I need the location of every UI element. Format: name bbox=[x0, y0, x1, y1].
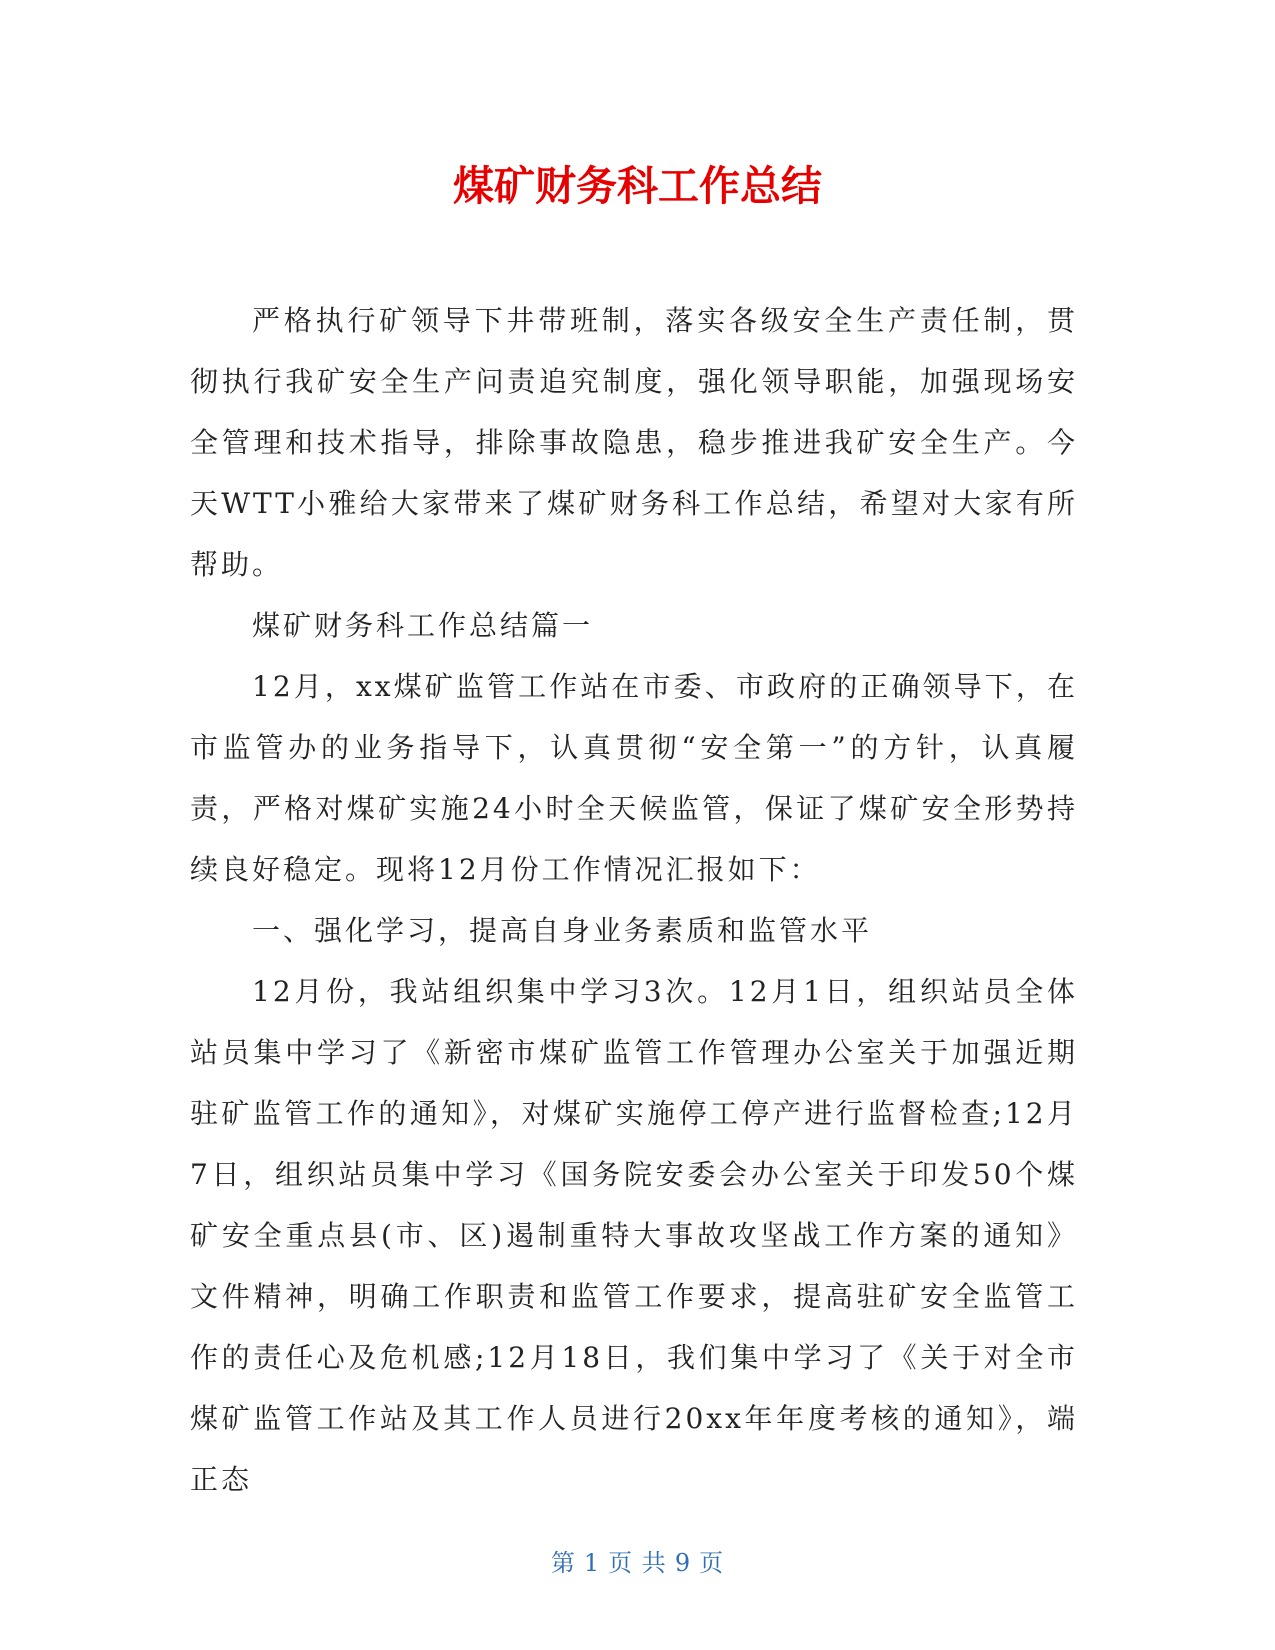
document-title: 煤矿财务科工作总结 bbox=[453, 162, 822, 210]
document-body bbox=[190, 290, 1078, 1510]
body-paragraph: 12月，xx煤矿监管工作站在市委、市政府的正确领导下，在市监管办的业务指导下，认真贯彻“安全第一”的方针，认真履责，严格对煤矿实施24小时全天候监管，保证了煤矿安全形势持续良好稳定。现将12月份工作情况汇报如下： bbox=[190, 670, 1078, 886]
subsection-heading: 一、强化学习，提高自身业务素质和监管水平 bbox=[252, 914, 873, 947]
page-prefix: 第 bbox=[550, 1549, 576, 1577]
current-page-number: 1 bbox=[583, 1549, 601, 1577]
body-paragraph: 12月份，我站组织集中学习3次。12月1日，组织站员全体站员集中学习了《新密市煤矿监管工作管理办公室关于加强近期驻矿监管工作的通知》，对煤矿实施停工停产进行监督检查;12月7日，组织站员集中学习《国务院安委会办公室关于印发50个煤矿安全重点县(市、区)遏制重特大事故攻坚战工作方案的通知》文件精神，明确工作职责和监管工作要求，提高驻矿安全监管工作的责任心及危机感;12月18日，我们集中学习了《关于对全市煤矿监管工作站及其工作人员进行20xx年年度考核的通知》，端正态 bbox=[190, 975, 1078, 1496]
intro-paragraph: 严格执行矿领导下井带班制，落实各级安全生产责任制，贯彻执行我矿安全生产问责追究制度，强化领导职能，加强现场安全管理和技术指导，排除事故隐患，稳步推进我矿安全生产。今天WTT小雅给大家带来了煤矿财务科工作总结，希望对大家有所帮助。 bbox=[190, 304, 1078, 581]
page-number-footer bbox=[0, 1548, 1275, 1578]
page-suffix: 页 bbox=[699, 1549, 725, 1577]
section-heading: 煤矿财务科工作总结篇一 bbox=[252, 609, 594, 642]
total-pages-number: 9 bbox=[674, 1549, 692, 1577]
page-mid-text: 页 共 bbox=[608, 1549, 667, 1577]
